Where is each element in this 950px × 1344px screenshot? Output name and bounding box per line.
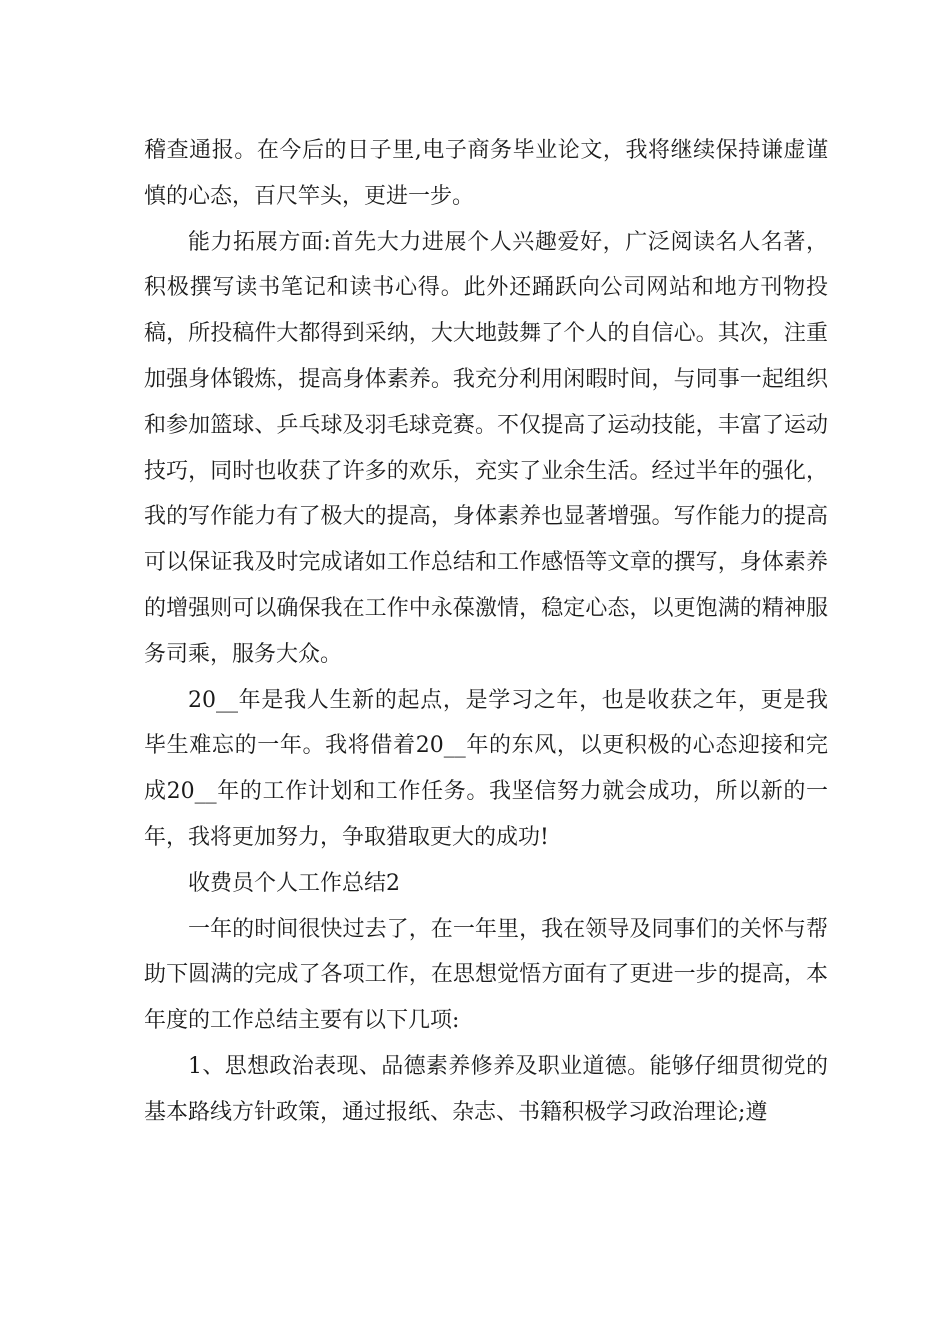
section-heading: 收费员个人工作总结2: [188, 870, 400, 896]
paragraph-item-1-political-ethics: 1、思想政治表现、品德素养修养及职业道德。能够仔细贯彻党的基本路线方针政策，通过报纸、杂志、书籍积极学习政治理论;遵: [144, 1053, 828, 1125]
paragraph-new-year-outlook: 20__年是我人生新的起点，是学习之年，也是收获之年，更是我毕生难忘的一年。我将借着20__年的东风，以更积极的心态迎接和完成20__年的工作计划和工作任务。我坚信努力就会成功，所以新的一年，我将更加努力，争取猎取更大的成功!: [144, 687, 828, 850]
paragraph-continuation: 稽查通报。在今后的日子里,电子商务毕业论文，我将继续保持谦虚谨慎的心态，百尺竿头，更进一步。: [144, 138, 828, 209]
document-body: [144, 128, 828, 1136]
paragraph-year-summary-intro: 一年的时间很快过去了，在一年里，我在领导及同事们的关怀与帮助下圆满的完成了各项工作，在思想觉悟方面有了更进一步的提高，本年度的工作总结主要有以下几项:: [144, 916, 828, 1034]
paragraph-ability-development: 能力拓展方面:首先大力进展个人兴趣爱好，广泛阅读名人名著，积极撰写读书笔记和读书心得。此外还踊跃向公司网站和地方刊物投稿，所投稿件大都得到采纳，大大地鼓舞了个人的自信心。其次，注重加强身体锻炼，提高身体素养。我充分利用闲暇时间，与同事一起组织和参加篮球、乒乓球及羽毛球竞赛。不仅提高了运动技能，丰富了运动技巧，同时也收获了许多的欢乐，充实了业余生活。经过半年的强化，我的写作能力有了极大的提高，身体素养也显著增强。写作能力的提高可以保证我及时完成诸如工作总结和工作感悟等文章的撰写，身体素养的增强则可以确保我在工作中永葆激情，稳定心态，以更饱满的精神服务司乘，服务大众。: [144, 229, 828, 667]
